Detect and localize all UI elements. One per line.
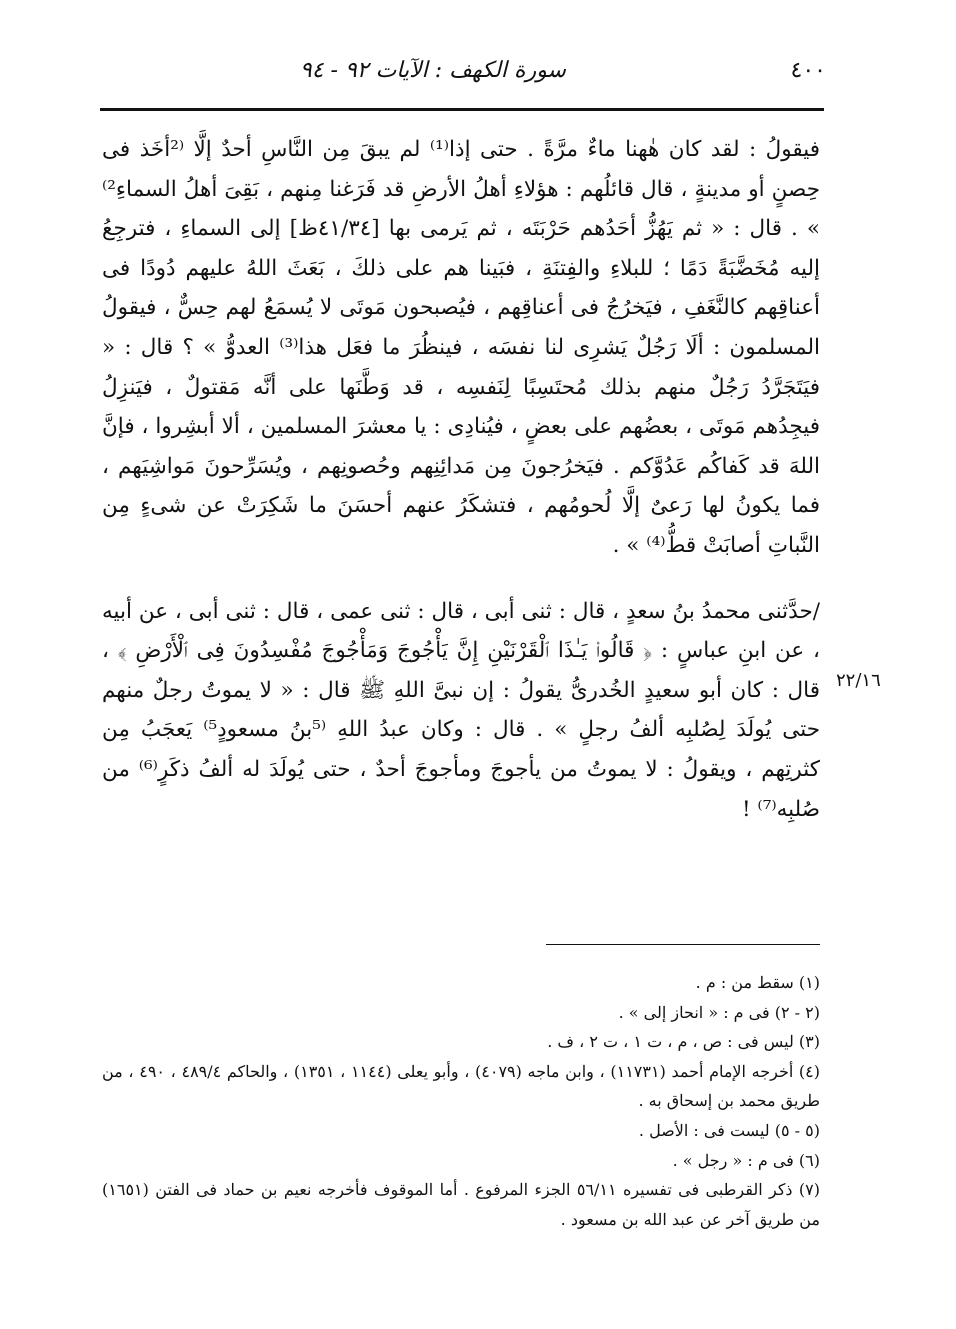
running-title: سورة الكهف : الآيات ٩٢ - ٩٤ — [299, 58, 566, 83]
main-text — [102, 130, 820, 829]
footnote-rule — [546, 944, 820, 945]
footnote-7: (٧) ذكر القرطبى فى تفسيره ٥٦/١١ الجزء المرفوع . أما الموقوف فأخرجه نعيم بن حماد فى الفتن (١٦٥١) من طريق آخر عن عبد الله بن مسعود . — [102, 1180, 821, 1229]
footnote-2: (٢ - ٢) فى م : « انحاز إلى » . — [618, 1002, 820, 1022]
footnote-6: (٦) فى م : « رجل » . — [672, 1150, 820, 1170]
paragraph-2: /حدَّثنى محمدُ بنُ سعدٍ ، قال : ثنى أبى ، قال : ثنى عمى ، قال : ثنى أبى ، عن أبيه ، عن ابنِ عباسٍ : ﴿ قَالُوا۟ يَـٰذَا ٱلْقَرْنَيْنِ إِنَّ يَأْجُوجَ وَمَأْجُوجَ مُفْسِدُونَ فِى ٱلْأَرْضِ ﴾ ، قال : كان أبو سعيدٍ الخُدرىُّ يقولُ : إن نبىَّ اللهِ ﷺ قال : « لا يموتُ رجلٌ منهم حتى يُولَدَ لِصُلبِه ألفُ رجلٍ » . قال : وكان عبدُ اللهِ ⁽⁵بنُ مسعودٍ⁵⁾ يَعجَبُ مِن كثرتِهم ، ويقولُ : لا يموتُ من يأجوجَ ومأجوجَ أحدٌ ، حتى يُولَدَ له ألفُ ذكَرٍ⁽⁶⁾ من صُلبِه⁽⁷⁾ ! — [102, 598, 821, 822]
paragraph-1: فيقولُ : لقد كان هٰهنا ماءٌ مرَّةً . حتى إذا⁽¹⁾ لم يبقَ مِن النَّاسِ أحدٌ إلَّا ⁽²أخَذ فى حِصنٍ أو مدينةٍ ، قال قائلُهم : هؤلاءِ أهلُ الأرضِ قد فَرَغنا مِنهم ، بَقِىَ أهلُ السماءِ²⁾ » . قال : « ثم يَهُزُّ أحَدُهم حَرْبَتَه ، ثم يَرمى بها [٤١/٣٤ظ] إلى السماءِ ، فترجِعُ إليه مُخَضَّبَةً دَمًا ؛ للبلاءِ والفِتنَةِ ، فبَينا هم على ذلكَ ، بَعَثَ اللهُ عليهم دُودًا فى أعناقِهم كالنَّغَفِ ، فيَخرُجُ فى أعناقِهم ، فيُصبحون مَوتَى لا يُسمَعُ لهم حِسٌّ ، فيقولُ المسلمون : ألَا رَجُلٌ يَشرِى لنا نفسَه ، فينظُرَ ما فعَل هذا⁽³⁾ العدوُّ » ؟ قال : « فيَتَجَرَّدُ رَجُلٌ منهم بذلك مُحتَسِبًا لِنَفسِه ، قد وَطَّنَها على أنَّه مَقتولٌ ، فيَنزِلُ فيجِدُهم مَوتَى ، بعضُهم على بعضٍ ، فيُنادِى : يا معشرَ المسلمين ، ألا أبشِروا ، فإنَّ اللهَ قد كَفاكُم عَدُوَّكم . فيَخرُجونَ مِن مَدائِنِهم وحُصونِهم ، ويُسَرِّحونَ مَواشِيَهم ، فما يكونُ لها رَعىٌ إلَّا لُحومُهم ، فتشكَرُ عنهم أحسَنَ ما شَكِرَتْ عن شىءٍ مِن النَّباتِ أصابَتْ قطُّ⁽⁴⁾ » . — [102, 137, 820, 558]
header-rule — [100, 108, 824, 111]
page-number: ٤٠٠ — [790, 58, 826, 83]
footnotes — [102, 968, 820, 1234]
page-header — [100, 58, 826, 98]
footnote-1: (١) سقط من : م . — [695, 973, 820, 992]
footnote-4: (٤) أخرجه الإمام أحمد (١١٧٣١) ، وابن ماجه (٤٠٧٩) ، وأبو يعلى (١١٤٤ ، ١٣٥١) ، والحاكم ٤٨٩/٤ ، ٤٩٠ ، من طريق محمد بن إسحاق به . — [102, 1061, 821, 1111]
footnote-5: (٥ - ٥) ليست فى : الأصل . — [638, 1120, 820, 1140]
footnote-3: (٣) ليس فى : ص ، م ، ت ١ ، ت ٢ ، ف . — [547, 1032, 820, 1052]
margin-reference: ٢٢/١٦ — [836, 670, 881, 691]
